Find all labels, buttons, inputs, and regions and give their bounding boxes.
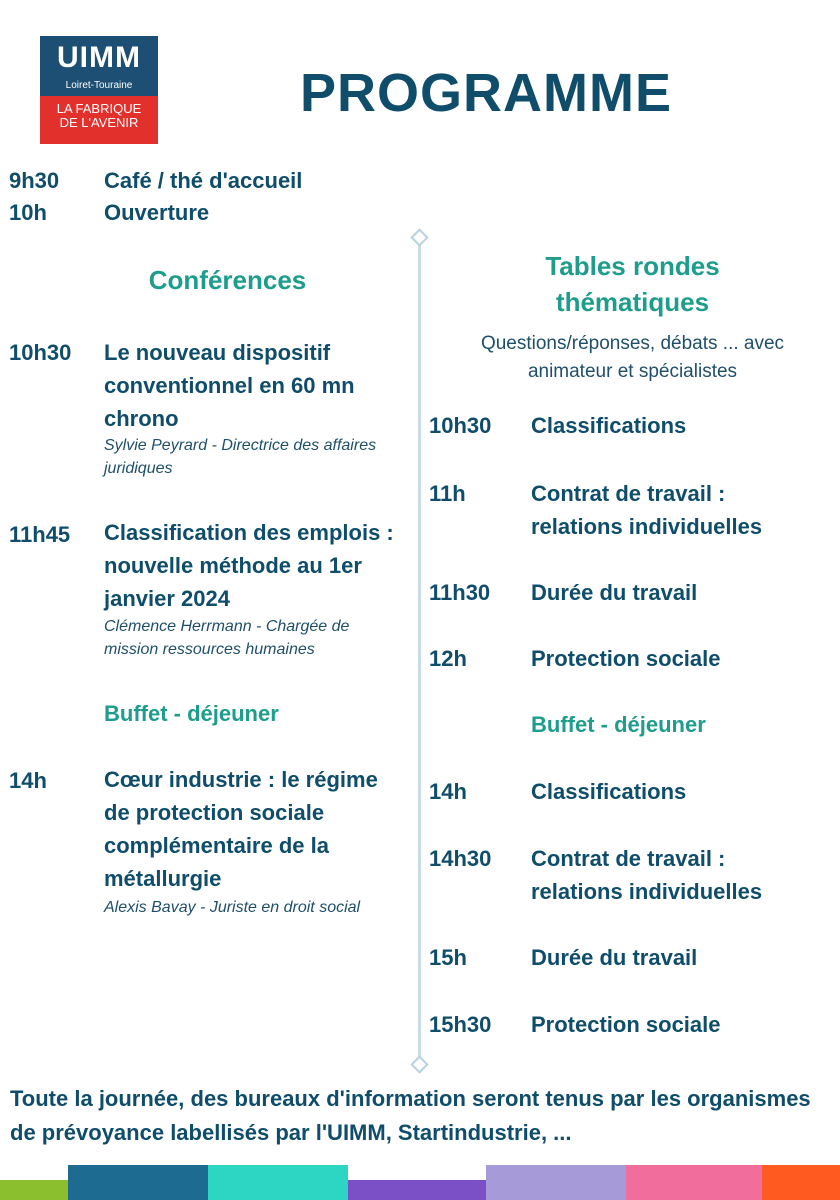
round-table-time-5: 14h [429, 779, 467, 804]
round-table-time-7: 15h [429, 945, 467, 970]
column-divider [418, 238, 421, 1066]
color-band-6 [626, 1165, 762, 1200]
color-band-3 [208, 1165, 348, 1200]
round-tables-subtitle-line2: animateur et spécialistes [527, 361, 738, 382]
conference-speaker-3: Alexis Bavay - Juriste en droit social [104, 899, 361, 916]
intro-label-2: Ouverture [104, 200, 210, 225]
page-title: PROGRAMME [300, 63, 672, 123]
divider-top-ornament [410, 228, 428, 246]
color-band-5 [486, 1165, 626, 1200]
conference-title-2: Classification des emplois : nouvelle méthode au 1er janvier 2024 [104, 520, 394, 611]
logo-slogan-line2: DE L'AVENIR [59, 115, 139, 130]
conference-speaker-2: Clémence Herrmann - Chargée de mission ressources humaines [104, 618, 350, 658]
logo-slogan [44, 102, 154, 130]
round-table-label-2: Contrat de travail : relations individuelles [531, 481, 763, 539]
intro-time-2: 10h [9, 200, 47, 225]
logo-region: Loiret-Touraine [65, 80, 133, 91]
round-table-label-3: Durée du travail [531, 580, 698, 605]
conference-title-3: Cœur industrie : le régime de protection sociale complémentaire de la métallurgie [104, 767, 378, 891]
conference-lunch: Buffet - déjeuner [104, 701, 279, 726]
logo-top-block [40, 36, 158, 96]
conferences-heading: Conférences [148, 265, 307, 295]
round-table-time-4: 12h [429, 646, 467, 671]
color-band-7 [762, 1165, 840, 1200]
logo-slogan-line1: LA FABRIQUE [56, 101, 142, 116]
round-table-label-5: Classifications [531, 779, 687, 804]
divider-bottom-ornament [410, 1055, 428, 1073]
conference-time-1: 10h30 [9, 340, 72, 365]
round-table-label-8: Protection sociale [531, 1012, 721, 1037]
round-tables-subtitle [430, 330, 835, 386]
conference-time-2: 11h45 [9, 522, 71, 547]
round-table-label-6: Contrat de travail : relations individuelles [531, 846, 763, 904]
round-table-time-6: 14h30 [429, 846, 492, 871]
round-table-label-7: Durée du travail [531, 945, 698, 970]
round-table-label-4: Protection sociale [531, 646, 721, 671]
intro-time-1: 9h30 [9, 168, 60, 193]
round-tables-heading-line1: Tables rondes [545, 251, 720, 281]
round-table-time-2: 11h [429, 481, 466, 506]
round-table-lunch: Buffet - déjeuner [531, 712, 706, 737]
round-tables-heading [430, 248, 835, 320]
round-tables-subtitle-line1: Questions/réponses, débats ... avec [480, 333, 785, 354]
color-band-4 [348, 1180, 486, 1200]
intro-label-1: Café / thé d'accueil [104, 168, 303, 193]
conference-speaker-1: Sylvie Peyrard - Directrice des affaires juridiques [104, 437, 377, 477]
round-table-time-8: 15h30 [429, 1012, 492, 1037]
conference-time-3: 14h [9, 768, 47, 793]
uimm-logo [40, 36, 158, 144]
conference-title-1: Le nouveau dispositif conventionnel en 60 mn chrono [104, 340, 355, 431]
round-table-time-3: 11h30 [429, 580, 491, 605]
round-tables-heading-line2: thématiques [555, 287, 710, 317]
color-band-2 [68, 1165, 208, 1200]
round-table-time-1: 10h30 [429, 413, 492, 438]
color-band-1 [0, 1180, 68, 1200]
round-table-label-1: Classifications [531, 413, 687, 438]
logo-name: UIMM [57, 41, 141, 74]
footer-note: Toute la journée, des bureaux d'information seront tenus par les organismes de prévoyance labellisés par l'UIMM, Startindustrie, ... [10, 1086, 811, 1145]
logo-bottom-block [40, 96, 158, 144]
